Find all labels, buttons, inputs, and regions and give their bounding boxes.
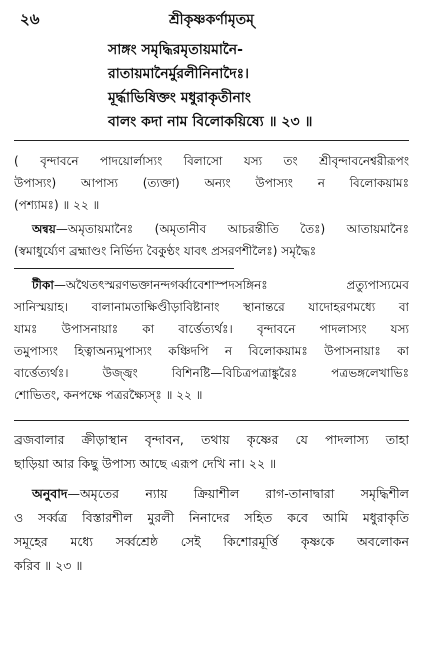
- anuvad-line: ও সর্ব্বত্র বিস্তারশীল মুরলী নিনাদের সহিত কবে আমি মধুরাকৃতি: [14, 510, 409, 525]
- page-number: ২৬: [20, 10, 40, 28]
- anvaya-line: (স্বমাধুর্য্যেণ ব্রহ্মাণ্ডং নির্ভিদ্য বৈকুণ্ঠং যাবৎ প্রসরণশীলৈঃ) সমৃদ্ধৈঃ: [14, 244, 317, 258]
- bengali-line: ব্রজবালার ক্রীড়াস্থান বৃন্দাবন, তথায় কৃষ্ণের যে পাদলাস্য তাহা: [14, 432, 409, 447]
- verse-line: বালং কদা নাম বিলোকয়িষ্যে ॥ ২৩ ॥: [108, 114, 313, 130]
- tika-line: তমুপাস্যং হিত্বাঅন্যমুপাস্যং কঞ্চিদপি ন বিলোকয়ামঃ উপাসনায়াঃ কা: [14, 344, 409, 358]
- anuvad-line: সমূহের মধ্যে সর্ব্বশ্রেষ্ঠ সেই কিশোরমূর্ত্তি কৃষ্ণকে অবলোকন: [14, 534, 409, 549]
- anuvad-line: করিব ॥ ২৩ ॥: [14, 558, 83, 573]
- tika-line: বার্ত্তেত্যর্থঃ। উজ্জ্বং বিশিনষ্টি—বিচিত্রপত্রাঙ্কুরৈঃ পত্রভঙ্গলেখাভিঃ: [14, 366, 409, 380]
- verse-line: মূর্দ্ধাভিষিক্তং মধুরাকৃতীনাং: [108, 90, 251, 106]
- anvaya-label: অন্বয়: [32, 222, 56, 236]
- tika-line: যামঃ উপাসনায়াঃ কা বার্ত্তেত্যর্থঃ। বৃন্দাবনে পাদলাস্যং যস্য: [14, 322, 409, 336]
- page-title: শ্রীকৃষ্ণকর্ণামৃতম্: [169, 12, 254, 28]
- commentary-line: (পশ্যামঃ) ॥ ২২ ॥: [14, 198, 100, 212]
- tika-line: [14, 274, 409, 296]
- page-header: [20, 8, 403, 30]
- verse-line: রাতায়মানৈর্মুরলীনিনাদৈঃ।: [108, 66, 250, 82]
- anvaya-line: [14, 218, 409, 240]
- bengali-block: [14, 428, 409, 476]
- commentary-line: ( বৃন্দাবনে পাদয়োর্লাস্যং বিলাসো যস্য তং শ্রীবৃন্দাবনেশ্বরীরূপং: [14, 154, 409, 168]
- anuvad-block: [14, 482, 409, 578]
- anuvad-text: —অমৃতের ন্যায় ক্রিয়াশীল রাগ-তানাদ্বারা সমৃদ্ধিশীল: [67, 486, 409, 501]
- tika-block: [14, 274, 409, 406]
- tika-line: শোভিতং, কনপক্ষে পত্ররক্ষ্যৈস্ঃ ॥ ২২ ॥: [14, 388, 203, 402]
- anuvad-line: [14, 482, 409, 506]
- commentary-block: [14, 150, 409, 216]
- divider: [14, 268, 234, 269]
- anvaya-block: [14, 218, 409, 262]
- tika-label: টীকা: [32, 278, 54, 292]
- tika-line: সানিস্ময়াহ। বালানামতাক্ষিণ্ডীড়াবিষ্টানাং স্থানান্তরে যাদোহরণমধ্যে বা: [14, 300, 409, 314]
- anvaya-text: —অমৃতায়মানৈঃ (অমৃতানীব আচরন্তীতি তৈঃ) আতায়মানৈঃ: [55, 222, 409, 236]
- anuvad-label: অনুবাদ: [32, 486, 68, 501]
- divider: [14, 420, 409, 421]
- tika-text: —অথৈতৎস্মরণভক্তানন্দগর্ব্বাবেশাস্পদসঙ্গিনঃ প্রত্যুপাস্যমেব: [53, 278, 409, 292]
- sanskrit-verse: [108, 38, 408, 134]
- verse-line: সাঙ্গং সমৃদ্ধিরমৃতায়মানৈ-: [108, 42, 243, 58]
- bengali-line: ছাড়িয়া আর কিছু উপাস্য আছে এরূপ দেখি না। ২২ ॥: [14, 456, 277, 471]
- commentary-line: উপাস্যং) আপাস্য (ত্যক্তা) অন্যং উপাস্যং ন বিলোকয়ামঃ: [14, 176, 409, 190]
- divider: [14, 140, 409, 141]
